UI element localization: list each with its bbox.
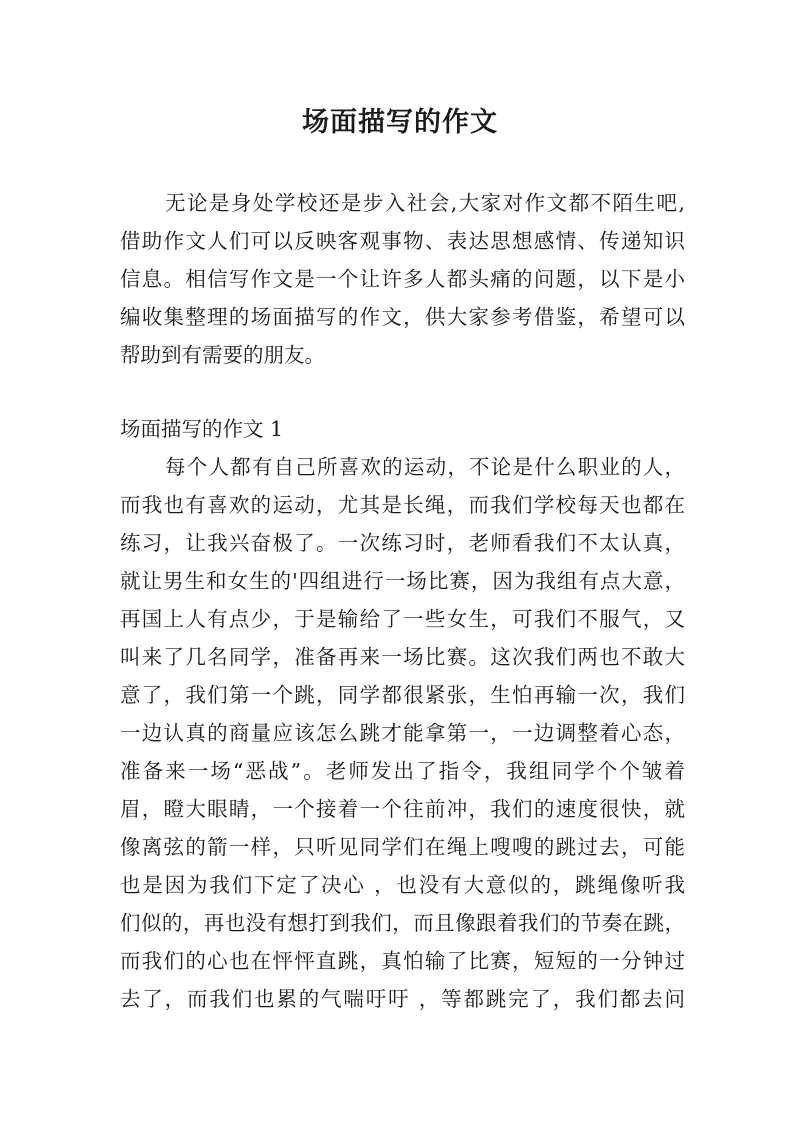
document-title: 场面描写的作文	[302, 107, 498, 138]
essay-section-1	[120, 410, 685, 1018]
intro-line: 无论是身处学校还是步入社会,大家对作文都不陌生吧,	[165, 191, 685, 215]
section-line: 而我也有喜欢的运动，尤其是长绳，而我们学校每天也都在	[120, 493, 685, 517]
intro-line: 帮助到有需要的朋友。	[120, 343, 325, 367]
section-line: 练习，让我兴奋极了。一次练习时，老师看我们不太认真，	[120, 531, 685, 555]
intro-line: 信息。相信写作文是一个让许多人都头痛的问题，以下是小	[120, 267, 685, 291]
intro-line: 编收集整理的场面描写的作文，供大家参考借鉴，希望可以	[120, 305, 685, 329]
section-line: 每个人都有自己所喜欢的运动，不论是什么职业的人，	[165, 455, 685, 479]
section-line: 眉，瞪大眼睛，一个接着一个往前冲，我们的速度很快，就	[120, 797, 685, 821]
section-line: 准备来一场“恶战”。老师发出了指令，我组同学个个皱着	[120, 759, 685, 783]
section-heading: 场面描写的作文 1	[120, 417, 284, 441]
section-line: 像离弦的箭一样，只听见同学们在绳上嗖嗖的跳过去，可能	[120, 835, 685, 859]
section-line: 一边认真的商量应该怎么跳才能拿第一，一边调整着心态，	[120, 721, 685, 745]
intro-paragraph	[120, 184, 685, 374]
section-line: 叫来了几名同学，准备再来一场比赛。这次我们两也不敢大	[120, 645, 685, 669]
section-line: 意了，我们第一个跳，同学都很紧张，生怕再输一次，我们	[120, 683, 685, 707]
section-line: 们似的，再也没有想打到我们，而且像跟着我们的节奏在跳，	[120, 911, 685, 935]
intro-line: 借助作文人们可以反映客观事物、表达思想感情、传递知识	[120, 229, 685, 253]
section-line: 也是因为我们下定了决心 ，也没有大意似的，跳绳像听我	[120, 873, 685, 897]
section-line: 而我们的心也在怦怦直跳，真怕输了比赛，短短的一分钟过	[120, 949, 685, 973]
section-line: 就让男生和女生的'四组进行一场比赛，因为我组有点大意，	[120, 569, 685, 593]
section-line: 去了，而我们也累的气喘吁吁 ，等都跳完了，我们都去问	[120, 987, 685, 1011]
section-line: 再国上人有点少，于是输给了一些女生，可我们不服气，又	[120, 607, 685, 631]
